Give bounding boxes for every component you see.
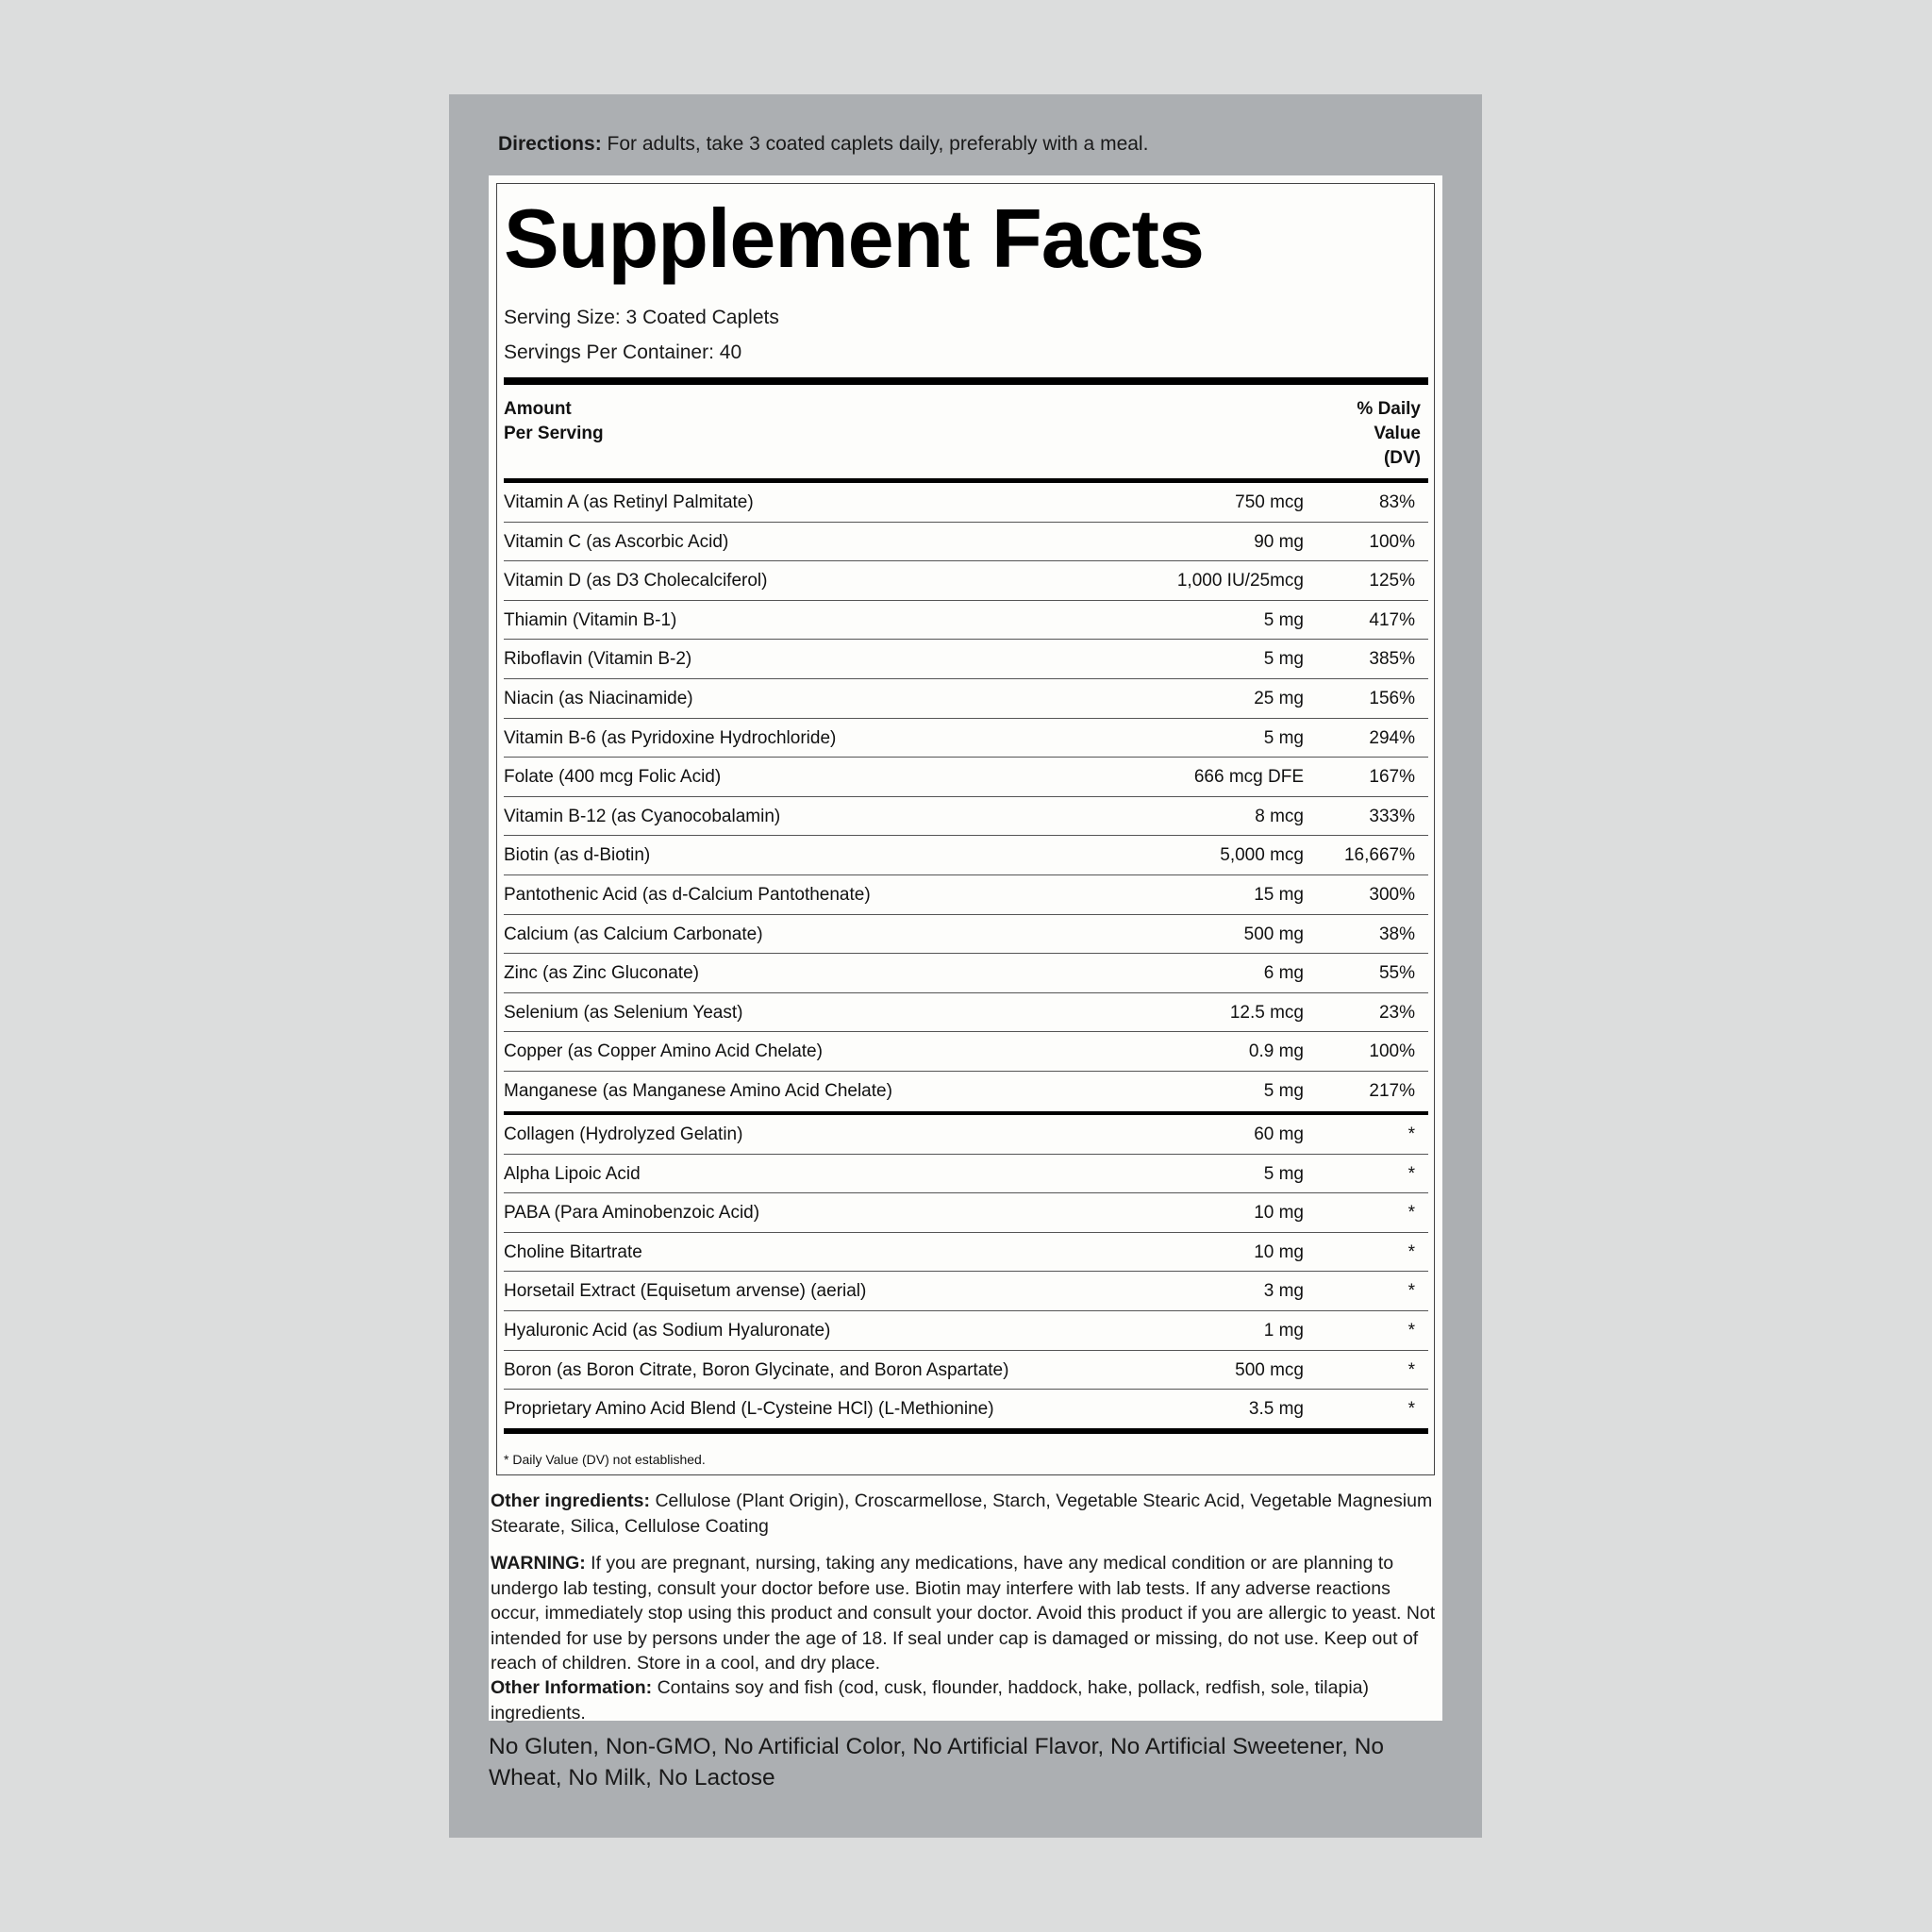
dv-header-line3: (DV) (1383, 448, 1421, 468)
row-amount: 12.5 mcg (1229, 1002, 1304, 1023)
table-row (504, 1351, 1428, 1391)
dv-header-line1: % Daily (1357, 399, 1421, 419)
supplement-facts-box (496, 183, 1435, 1475)
table-row (504, 601, 1428, 641)
row-amount: 5 mg (1263, 1080, 1304, 1101)
row-amount: 3.5 mg (1248, 1399, 1304, 1420)
row-dv: 38% (1378, 924, 1415, 944)
row-amount: 25 mg (1254, 688, 1304, 708)
row-dv: * (1407, 1320, 1415, 1341)
table-row (504, 1072, 1428, 1111)
vitamin-rows (504, 483, 1428, 1111)
row-name: Zinc (as Zinc Gluconate) (504, 963, 699, 984)
row-dv: 100% (1369, 1041, 1415, 1062)
row-amount: 1 mg (1263, 1320, 1304, 1341)
other-ingredients-text: Cellulose (Plant Origin), Croscarmellose, Starch, Vegetable Stearic Acid, Vegetable Magnesium Stearate, Silica, Cellulose Coating (491, 1491, 1433, 1537)
row-name: Vitamin C (as Ascorbic Acid) (504, 531, 729, 552)
row-dv: * (1407, 1399, 1415, 1420)
row-amount: 5 mg (1263, 609, 1304, 630)
row-dv: 385% (1369, 649, 1415, 670)
row-dv: * (1407, 1163, 1415, 1184)
thick-divider (504, 377, 1428, 385)
row-name: Vitamin D (as D3 Cholecalciferol) (504, 571, 768, 591)
row-dv: * (1407, 1359, 1415, 1380)
table-row (504, 836, 1428, 875)
table-row (504, 1115, 1428, 1155)
row-dv: * (1407, 1124, 1415, 1144)
row-amount: 5,000 mcg (1220, 845, 1304, 866)
other-information-label: Other Information: (491, 1677, 653, 1698)
row-dv: * (1407, 1281, 1415, 1302)
row-amount: 10 mg (1254, 1203, 1304, 1224)
row-dv: 417% (1369, 609, 1415, 630)
row-name: Copper (as Copper Amino Acid Chelate) (504, 1041, 823, 1062)
row-name: Thiamin (Vitamin B-1) (504, 609, 677, 630)
row-amount: 500 mcg (1235, 1359, 1304, 1380)
row-name: Hyaluronic Acid (as Sodium Hyaluronate) (504, 1320, 831, 1341)
row-amount: 15 mg (1254, 884, 1304, 905)
row-dv: * (1407, 1203, 1415, 1224)
row-name: Calcium (as Calcium Carbonate) (504, 924, 763, 944)
other-rows (504, 1115, 1428, 1429)
table-row (504, 1390, 1428, 1429)
dv-header (1357, 397, 1421, 471)
row-name: Boron (as Boron Citrate, Boron Glycinate, and Boron Aspartate) (504, 1359, 1009, 1380)
row-amount: 5 mg (1263, 727, 1304, 748)
warning (491, 1551, 1439, 1676)
row-dv: * (1407, 1241, 1415, 1262)
table-row (504, 1311, 1428, 1351)
row-amount: 6 mg (1263, 963, 1304, 984)
table-row (504, 1233, 1428, 1273)
warning-label: WARNING: (491, 1553, 586, 1574)
row-name: Vitamin A (as Retinyl Palmitate) (504, 492, 754, 512)
other-ingredients (491, 1489, 1439, 1539)
serving-size: Serving Size: 3 Coated Caplets (504, 307, 779, 328)
free-from-claims: No Gluten, Non-GMO, No Artificial Color, No Artificial Flavor, No Artificial Sweetener, No Wheat, No Milk, No Lactose (489, 1734, 1385, 1790)
warning-text: If you are pregnant, nursing, taking any medications, have any medical condition or are planning to undergo lab testing, consult your doctor before use. Biotin may interfere with lab tests. If any adverse reactions occur, immediately stop using this product and consult your doctor. Avoid this product if you are allergic to yeast. Not intended for use by persons under the age of 18. If seal under cap is damaged or missing, do not use. Keep out of reach of children. Store in a cool, and dry place. (491, 1553, 1436, 1674)
table-row (504, 1032, 1428, 1072)
row-name: Niacin (as Niacinamide) (504, 688, 693, 708)
row-name: Folate (400 mcg Folic Acid) (504, 767, 722, 788)
row-name: Choline Bitartrate (504, 1241, 642, 1262)
servings-per-container: Servings Per Container: 40 (504, 341, 742, 363)
row-name: Collagen (Hydrolyzed Gelatin) (504, 1124, 743, 1144)
row-dv: 16,667% (1343, 845, 1415, 866)
directions (498, 132, 1441, 157)
table-row (504, 561, 1428, 601)
table-row (504, 679, 1428, 719)
row-dv: 300% (1369, 884, 1415, 905)
row-dv: 83% (1378, 492, 1415, 512)
row-name: Pantothenic Acid (as d-Calcium Pantothenate) (504, 884, 871, 905)
row-dv: 294% (1369, 727, 1415, 748)
row-dv: 125% (1369, 571, 1415, 591)
amount-header-line1: Amount (504, 399, 572, 419)
row-name: Vitamin B-12 (as Cyanocobalamin) (504, 806, 781, 826)
row-dv: 156% (1369, 688, 1415, 708)
row-dv: 217% (1369, 1080, 1415, 1101)
row-amount: 666 mcg DFE (1193, 767, 1304, 788)
facts-title: Supplement Facts (504, 192, 1204, 285)
table-row (504, 1272, 1428, 1311)
table-row (504, 523, 1428, 562)
table-row (504, 993, 1428, 1033)
row-dv: 167% (1369, 767, 1415, 788)
row-amount: 10 mg (1254, 1241, 1304, 1262)
row-amount: 3 mg (1263, 1281, 1304, 1302)
table-row (504, 915, 1428, 955)
table-row (504, 640, 1428, 679)
table-row (504, 483, 1428, 523)
row-amount: 5 mg (1263, 1163, 1304, 1184)
row-name: Biotin (as d-Biotin) (504, 845, 651, 866)
row-name: PABA (Para Aminobenzoic Acid) (504, 1203, 760, 1224)
directions-text: For adults, take 3 coated caplets daily, preferably with a meal. (601, 133, 1149, 155)
row-amount: 1,000 IU/25mcg (1176, 571, 1304, 591)
row-amount: 90 mg (1254, 531, 1304, 552)
label-body (489, 175, 1442, 1724)
row-amount: 5 mg (1263, 649, 1304, 670)
row-name: Manganese (as Manganese Amino Acid Chelate) (504, 1080, 892, 1101)
table-row (504, 875, 1428, 915)
row-name: Alpha Lipoic Acid (504, 1163, 641, 1184)
row-name: Selenium (as Selenium Yeast) (504, 1002, 743, 1023)
row-name: Horsetail Extract (Equisetum arvense) (aerial) (504, 1281, 867, 1302)
table-row (504, 1155, 1428, 1194)
table-row (504, 719, 1428, 758)
table-row (504, 797, 1428, 837)
other-information-text: Contains soy and fish (cod, cusk, flounder, haddock, hake, pollack, redfish, sole, tilapia) ingredients. (491, 1677, 1370, 1724)
row-name: Riboflavin (Vitamin B-2) (504, 649, 692, 670)
directions-label: Directions: (498, 133, 602, 155)
table-row (504, 1193, 1428, 1233)
other-information (491, 1675, 1439, 1725)
other-ingredients-label: Other ingredients: (491, 1491, 651, 1511)
row-amount: 60 mg (1254, 1124, 1304, 1144)
bottom-divider (504, 1428, 1428, 1434)
amount-header-line2: Per Serving (504, 424, 604, 443)
row-name: Vitamin B-6 (as Pyridoxine Hydrochloride) (504, 727, 837, 748)
row-amount: 750 mcg (1235, 492, 1304, 512)
row-dv: 333% (1369, 806, 1415, 826)
label-panel (449, 94, 1482, 1838)
dv-header-line2: Value (1374, 424, 1421, 443)
row-amount: 500 mg (1243, 924, 1304, 944)
row-amount: 0.9 mg (1248, 1041, 1304, 1062)
row-dv: 55% (1378, 963, 1415, 984)
table-row (504, 954, 1428, 993)
row-dv: 23% (1378, 1002, 1415, 1023)
table-row (504, 758, 1428, 797)
row-name: Proprietary Amino Acid Blend (L-Cysteine HCl) (L-Methionine) (504, 1399, 994, 1420)
amount-header (504, 397, 604, 446)
row-dv: 100% (1369, 531, 1415, 552)
row-amount: 8 mcg (1255, 806, 1304, 826)
dv-footnote: * Daily Value (DV) not established. (504, 1452, 706, 1467)
